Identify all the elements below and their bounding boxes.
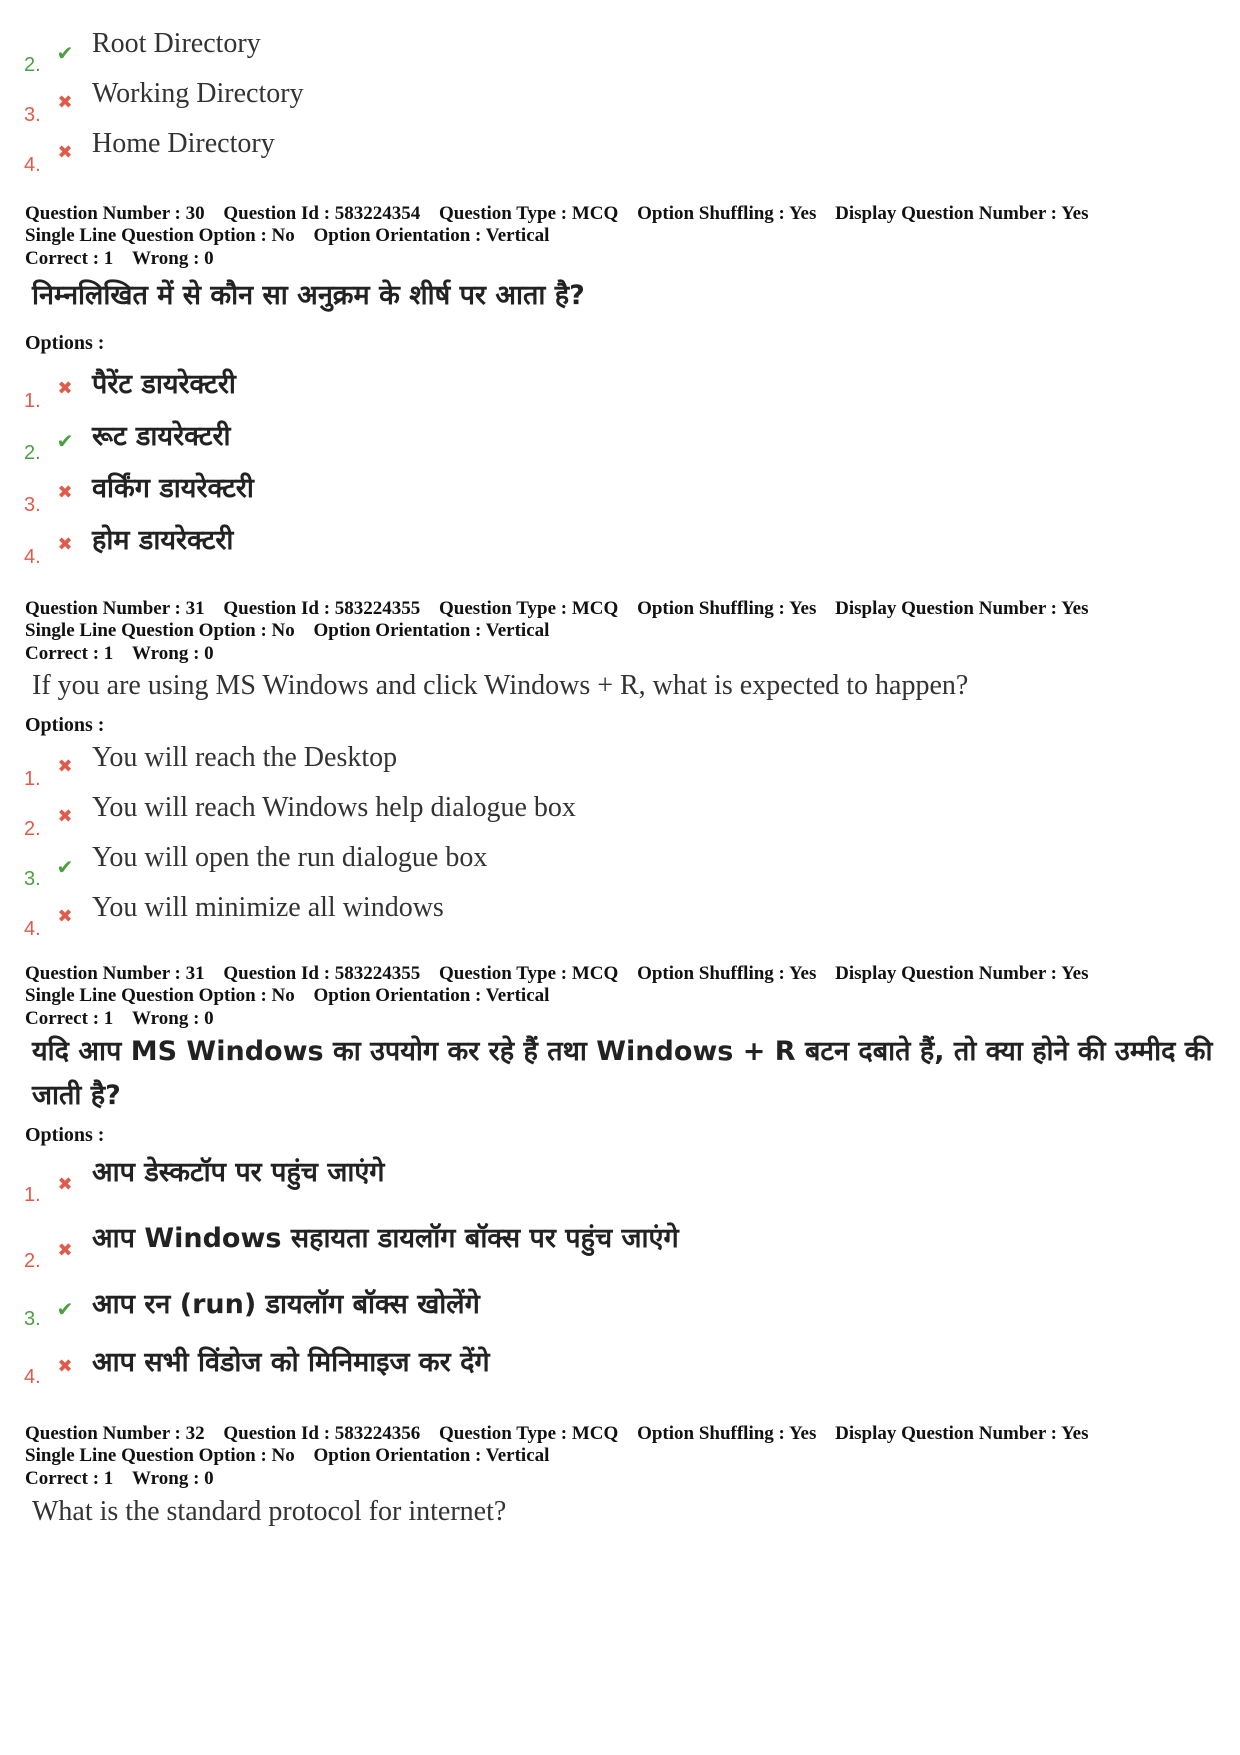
option-number: 1.: [24, 768, 41, 790]
check-icon: ✔: [56, 41, 74, 65]
question-text: If you are using MS Windows and click Windows + R, what is expected to happen?: [32, 670, 969, 701]
option-text: Root Directory: [92, 28, 261, 59]
option-row: [0, 842, 1240, 892]
question-text: What is the standard protocol for internet?: [32, 1496, 507, 1527]
cross-icon: ✖: [57, 756, 73, 777]
question-meta: Question Number : 32 Question Id : 583224356 Question Type : MCQ Option Shuffling : Yes Display Question Number : Yes Single Line Question Option : No Option Orientation : Vertical: [25, 1423, 1089, 1466]
cross-icon: ✖: [57, 482, 73, 503]
options-label: Options :: [25, 714, 105, 736]
cross-icon: ✖: [57, 92, 73, 113]
option-text: वर्किंग डायरेक्टरी: [92, 473, 254, 504]
option-text: You will reach the Desktop: [92, 742, 398, 773]
option-row: [0, 792, 1240, 842]
options-label: Options :: [25, 332, 105, 354]
cross-icon: ✖: [57, 534, 73, 555]
option-text: आप डेस्कटॉप पर पहुंच जाएंगे: [92, 1157, 385, 1188]
option-text: पैरेंट डायरेक्टरी: [92, 369, 236, 400]
option-row: [0, 1218, 1240, 1278]
cross-icon: ✖: [57, 1174, 73, 1195]
option-number: 1.: [24, 1184, 41, 1206]
option-row: [0, 416, 1240, 466]
option-row: [0, 128, 1240, 178]
option-row: [0, 1152, 1240, 1212]
option-row: [0, 520, 1240, 570]
option-number: 3.: [24, 1308, 41, 1330]
question-meta: Question Number : 31 Question Id : 583224355 Question Type : MCQ Option Shuffling : Yes Display Question Number : Yes Single Line Question Option : No Option Orientation : Vertical: [25, 963, 1089, 1006]
option-number: 4.: [24, 154, 41, 176]
marks-info: Correct : 1 Wrong : 0: [25, 1468, 214, 1489]
option-number: 3.: [24, 104, 41, 126]
cross-icon: ✖: [57, 378, 73, 399]
option-text: You will minimize all windows: [92, 892, 444, 923]
check-icon: ✔: [56, 429, 74, 453]
cross-icon: ✖: [57, 142, 73, 163]
question-meta: Question Number : 30 Question Id : 583224354 Question Type : MCQ Option Shuffling : Yes Display Question Number : Yes Single Line Question Option : No Option Orientation : Vertical: [25, 203, 1089, 246]
option-text: आप Windows सहायता डायलॉग बॉक्स पर पहुंच जाएंगे: [92, 1223, 679, 1254]
option-text: You will reach Windows help dialogue box: [92, 792, 576, 823]
check-icon: ✔: [56, 855, 74, 879]
option-number: 4.: [24, 1366, 41, 1388]
option-text: आप रन (run) डायलॉग बॉक्स खोलेंगे: [92, 1289, 480, 1320]
option-row: [0, 364, 1240, 414]
option-number: 2.: [24, 442, 41, 464]
option-number: 4.: [24, 546, 41, 568]
option-text: You will open the run dialogue box: [92, 842, 488, 873]
marks-info: Correct : 1 Wrong : 0: [25, 1008, 214, 1029]
options-label: Options :: [25, 1124, 105, 1146]
option-text: आप सभी विंडोज को मिनिमाइज कर देंगे: [92, 1347, 490, 1378]
option-text: Working Directory: [92, 78, 304, 109]
check-icon: ✔: [56, 1297, 74, 1321]
option-number: 1.: [24, 390, 41, 412]
cross-icon: ✖: [57, 1356, 73, 1377]
option-number: 2.: [24, 1250, 41, 1272]
cross-icon: ✖: [57, 906, 73, 927]
option-number: 3.: [24, 868, 41, 890]
question-text: निम्नलिखित में से कौन सा अनुक्रम के शीर्ष पर आता है?: [32, 280, 585, 311]
option-row: [0, 28, 1240, 78]
cross-icon: ✖: [57, 806, 73, 827]
option-row: [0, 78, 1240, 128]
option-text: Home Directory: [92, 128, 275, 159]
marks-info: Correct : 1 Wrong : 0: [25, 643, 214, 664]
option-number: 4.: [24, 918, 41, 940]
option-row: [0, 742, 1240, 792]
question-meta: Question Number : 31 Question Id : 583224355 Question Type : MCQ Option Shuffling : Yes Display Question Number : Yes Single Line Question Option : No Option Orientation : Vertical: [25, 598, 1089, 641]
option-text: होम डायरेक्टरी: [92, 525, 234, 556]
option-row: [0, 468, 1240, 518]
marks-info: Correct : 1 Wrong : 0: [25, 248, 214, 269]
option-text: रूट डायरेक्टरी: [92, 421, 231, 452]
cross-icon: ✖: [57, 1240, 73, 1261]
option-row: [0, 892, 1240, 942]
question-text: यदि आप MS Windows का उपयोग कर रहे हैं तथा Windows + R बटन दबाते हैं, तो क्या होने की उम्मीद की जाती है?: [32, 1036, 1213, 1111]
option-number: 3.: [24, 494, 41, 516]
option-row: [0, 1284, 1240, 1344]
option-number: 2.: [24, 54, 41, 76]
option-row: [0, 1342, 1240, 1402]
option-number: 2.: [24, 818, 41, 840]
